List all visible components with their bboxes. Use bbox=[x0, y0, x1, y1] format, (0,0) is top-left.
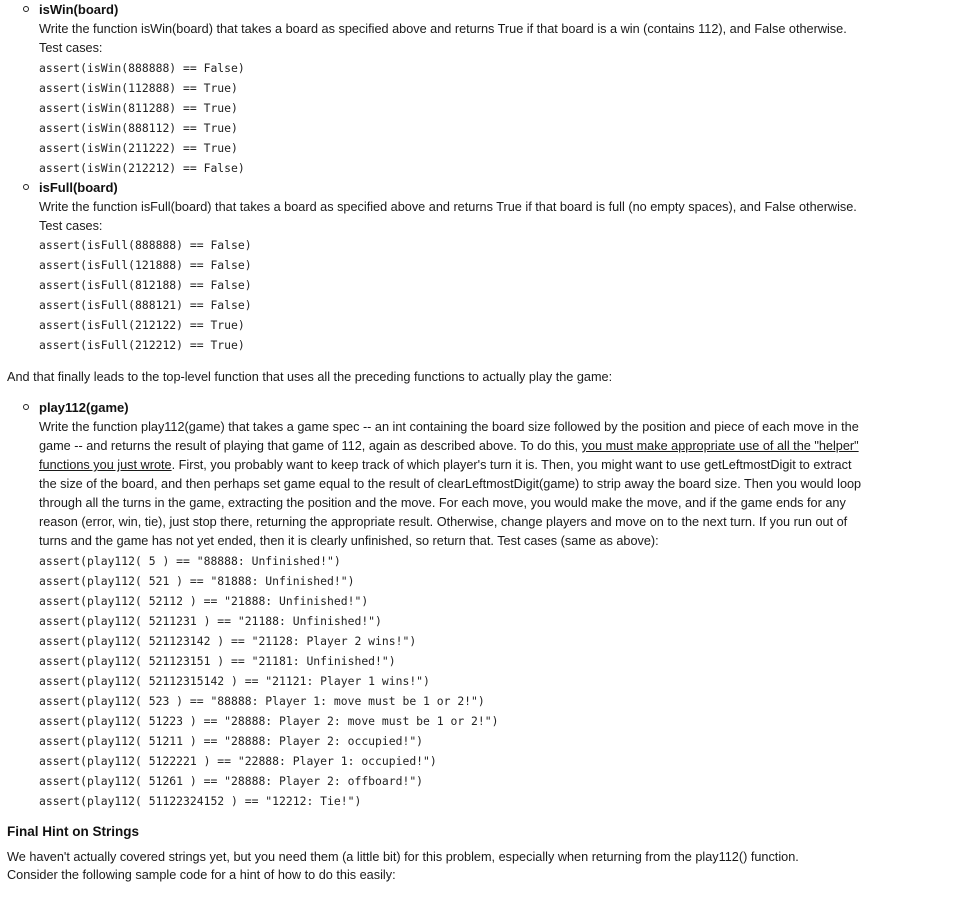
iswin-title: isWin(board) bbox=[39, 2, 119, 17]
code-line: assert(isFull(121888) == False) bbox=[39, 258, 252, 272]
hint-paragraph-line: We haven't actually covered strings yet, but you need them (a little bit) for this problem, especially when returning from the play112() function. bbox=[7, 850, 799, 864]
code-line: assert(isFull(212212) == True) bbox=[39, 338, 245, 352]
isfull-title: isFull(board) bbox=[39, 180, 118, 195]
code-line: assert(play112( 521123151 ) == "21181: Unfinished!") bbox=[39, 654, 396, 668]
description-text: . First, you probably want to keep track of which player's turn it is. Then, you might want to use getLeftmostDigit to extract the size of the board, and then perhaps set game equal to the result of clearLeftmostDigit(game) to strip away the board size. Then you would loop through all the turns in the game, extracting the position and the move. For each move, you would make the move, and if the game ends for any reason (error, win, tie), just stop there, returning the appropriate result. Otherwise, change players and move on to the next turn. If you run out of turns and the game has not yet ended, then it is clearly unfinished, so return that. Test cases (same as above): bbox=[39, 458, 862, 548]
code-line: assert(isWin(211222) == True) bbox=[39, 141, 238, 155]
code-line: assert(play112( 51122324152 ) == "12212: Tie!") bbox=[39, 794, 362, 808]
code-line: assert(play112( 5122221 ) == "22888: Player 1: occupied!") bbox=[39, 754, 437, 768]
code-line: assert(isFull(888121) == False) bbox=[39, 298, 252, 312]
code-line: assert(play112( 51223 ) == "28888: Player 2: move must be 1 or 2!") bbox=[39, 714, 499, 728]
isfull-description: Write the function isFull(board) that takes a board as specified above and returns True if that board is full (no empty spaces), and False otherwise. bbox=[39, 200, 857, 214]
code-line: assert(isWin(112888) == True) bbox=[39, 81, 238, 95]
code-line: assert(play112( 523 ) == "88888: Player 1: move must be 1 or 2!") bbox=[39, 694, 485, 708]
iswin-description: Write the function isWin(board) that takes a board as specified above and returns True if that board is a win (contains 112), and False otherwise. bbox=[39, 22, 847, 36]
play112-description bbox=[39, 418, 869, 551]
section-heading: Final Hint on Strings bbox=[7, 824, 139, 839]
description-text: Write the function play112(game) that takes a game spec -- an int containing the board size followed by the position and piece of each move in the game -- and returns the result of playing that game of 112, again as described above. To do this, bbox=[39, 420, 859, 453]
code-line: assert(play112( 51211 ) == "28888: Player 2: occupied!") bbox=[39, 734, 424, 748]
code-line: assert(isFull(888888) == False) bbox=[39, 238, 252, 252]
code-line: assert(isWin(811288) == True) bbox=[39, 101, 238, 115]
code-line: assert(play112( 52112315142 ) == "21121: Player 1 wins!") bbox=[39, 674, 430, 688]
iswin-test-label: Test cases: bbox=[39, 41, 103, 55]
code-line: assert(play112( 521123142 ) == "21128: Player 2 wins!") bbox=[39, 634, 417, 648]
code-line: assert(play112( 51261 ) == "28888: Player 2: offboard!") bbox=[39, 774, 424, 788]
code-line: assert(isFull(212122) == True) bbox=[39, 318, 245, 332]
code-line: assert(isFull(812188) == False) bbox=[39, 278, 252, 292]
code-line: assert(play112( 52112 ) == "21888: Unfinished!") bbox=[39, 594, 369, 608]
code-line: assert(play112( 5211231 ) == "21188: Unfinished!") bbox=[39, 614, 382, 628]
isfull-test-label: Test cases: bbox=[39, 219, 103, 233]
hint-paragraph-line: Consider the following sample code for a hint of how to do this easily: bbox=[7, 868, 396, 882]
list-bullet bbox=[23, 404, 29, 410]
list-bullet bbox=[23, 184, 29, 190]
code-line: assert(play112( 5 ) == "88888: Unfinished!") bbox=[39, 554, 341, 568]
intro-paragraph: And that finally leads to the top-level function that uses all the preceding functions to actually play the game: bbox=[7, 370, 613, 384]
code-line: assert(isWin(888112) == True) bbox=[39, 121, 238, 135]
play112-title: play112(game) bbox=[39, 400, 129, 415]
emphasis-text: you must make appropriate use of all the "helper" functions you just wrote bbox=[39, 439, 859, 472]
code-line: assert(isWin(212212) == False) bbox=[39, 161, 245, 175]
code-line: assert(play112( 521 ) == "81888: Unfinished!") bbox=[39, 574, 355, 588]
code-line: assert(isWin(888888) == False) bbox=[39, 61, 245, 75]
list-bullet bbox=[23, 6, 29, 12]
